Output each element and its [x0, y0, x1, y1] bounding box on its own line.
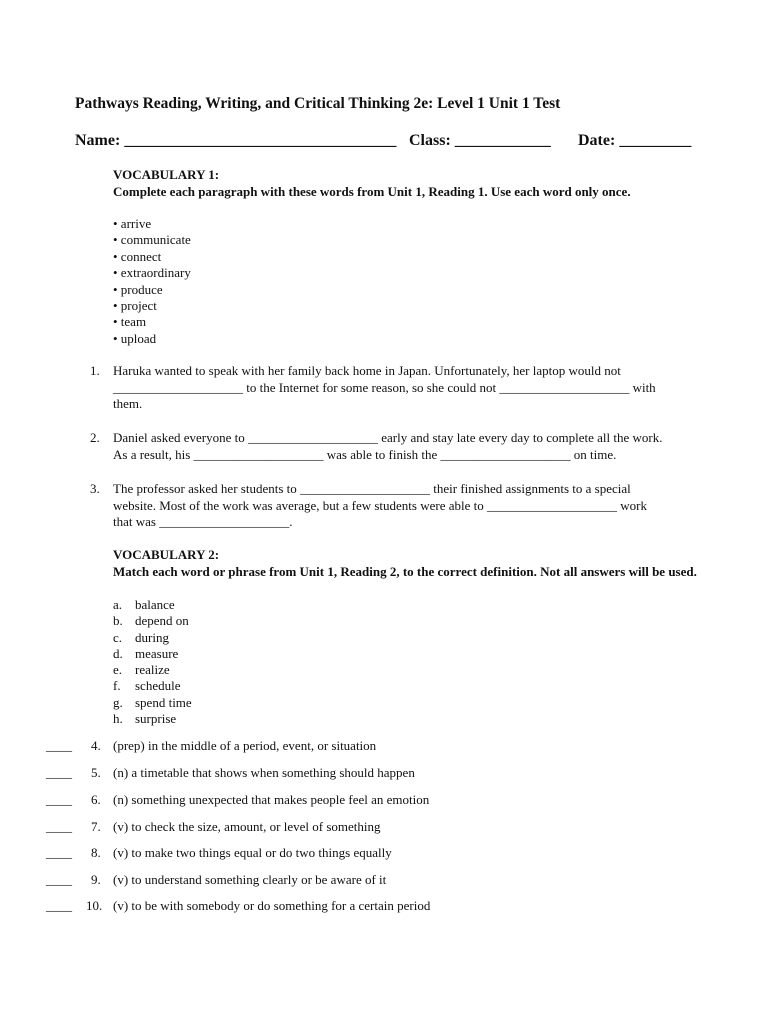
item-number: 5.	[91, 765, 101, 780]
item-definition: (n) something unexpected that makes people feel an emotion	[113, 792, 430, 807]
question-line: Haruka wanted to speak with her family back home in Japan. Unfortunately, her laptop would not	[113, 363, 621, 378]
item-definition: (v) to check the size, amount, or level of something	[113, 819, 381, 834]
matching-item-6	[46, 792, 706, 810]
answer-blank[interactable]: ____	[46, 738, 72, 753]
answer-option: h. surprise	[113, 711, 177, 727]
name-field[interactable]: Name: __________________________________	[75, 132, 397, 149]
date-field[interactable]: Date: _________	[578, 132, 692, 149]
answer-option: g. spend time	[113, 694, 192, 710]
word-bank-item: • team	[113, 314, 147, 330]
question-line[interactable]: that was ____________________.	[113, 514, 293, 530]
question-number: 1.	[90, 363, 100, 378]
vocab2-heading: VOCABULARY 2:	[113, 547, 220, 562]
answer-option: e. realize	[113, 662, 170, 678]
answer-blank[interactable]: ____	[46, 872, 72, 887]
word-bank-item: • arrive	[113, 216, 152, 231]
item-number: 7.	[91, 819, 101, 834]
class-field[interactable]: Class: ____________	[409, 132, 551, 149]
matching-item-7	[46, 819, 706, 837]
vocab1-heading: VOCABULARY 1:	[113, 167, 220, 182]
item-number: 6.	[91, 792, 101, 807]
answer-blank[interactable]: ____	[46, 792, 72, 807]
answer-option: a. balance	[113, 597, 175, 612]
matching-item-4	[46, 738, 706, 756]
answer-option: d. measure	[113, 645, 179, 661]
question-number: 3.	[90, 481, 100, 496]
word-bank-item: • produce	[113, 281, 163, 297]
answer-blank[interactable]: ____	[46, 845, 72, 860]
word-bank-item: • upload	[113, 330, 157, 346]
question-line[interactable]: Daniel asked everyone to ____________________ early and stay late every day to complete all the work.	[113, 430, 663, 445]
answer-blank[interactable]: ____	[46, 819, 72, 834]
matching-item-5	[46, 765, 706, 783]
word-bank-item: • communicate	[113, 232, 191, 248]
item-number: 8.	[91, 845, 101, 860]
vocab1-instructions: Complete each paragraph with these words from Unit 1, Reading 1. Use each word only once.	[113, 184, 631, 199]
item-definition: (v) to make two things equal or do two things equally	[113, 845, 392, 860]
matching-item-9	[46, 872, 706, 890]
vocab2-instructions: Match each word or phrase from Unit 1, Reading 2, to the correct definition. Not all answers will be used.	[113, 564, 697, 579]
item-number: 9.	[91, 872, 101, 887]
item-number: 10.	[86, 898, 103, 913]
test-title: Pathways Reading, Writing, and Critical Thinking 2e: Level 1 Unit 1 Test	[75, 95, 561, 112]
answer-blank[interactable]: ____	[46, 765, 72, 780]
matching-item-10	[46, 898, 706, 916]
answer-blank[interactable]: ____	[46, 898, 72, 913]
question-line[interactable]: ____________________ to the Internet for some reason, so she could not ____________________ with	[113, 379, 656, 395]
matching-item-8	[46, 845, 706, 863]
student-info-row	[75, 132, 715, 154]
item-definition: (v) to understand something clearly or be aware of it	[113, 872, 387, 887]
item-definition: (n) a timetable that shows when something should happen	[113, 765, 415, 780]
answer-option: b. depend on	[113, 613, 189, 629]
word-bank	[113, 216, 191, 347]
answer-options	[113, 597, 192, 727]
question-line[interactable]: As a result, his ____________________ was able to finish the ____________________ on time.	[113, 446, 617, 462]
question-line: them.	[113, 396, 143, 412]
answer-option: c. during	[113, 629, 169, 645]
answer-option: f. schedule	[113, 678, 181, 694]
question-line[interactable]: website. Most of the work was average, but a few students were able to ____________________ work	[113, 497, 647, 513]
item-number: 4.	[91, 738, 101, 753]
word-bank-item: • connect	[113, 248, 162, 264]
item-definition: (prep) in the middle of a period, event, or situation	[113, 738, 377, 753]
word-bank-item: • extraordinary	[113, 265, 191, 281]
item-definition: (v) to be with somebody or do something for a certain period	[113, 898, 431, 913]
question-number: 2.	[90, 430, 100, 445]
word-bank-item: • project	[113, 298, 157, 314]
question-line[interactable]: The professor asked her students to ____________________ their finished assignments to a special	[113, 481, 631, 496]
